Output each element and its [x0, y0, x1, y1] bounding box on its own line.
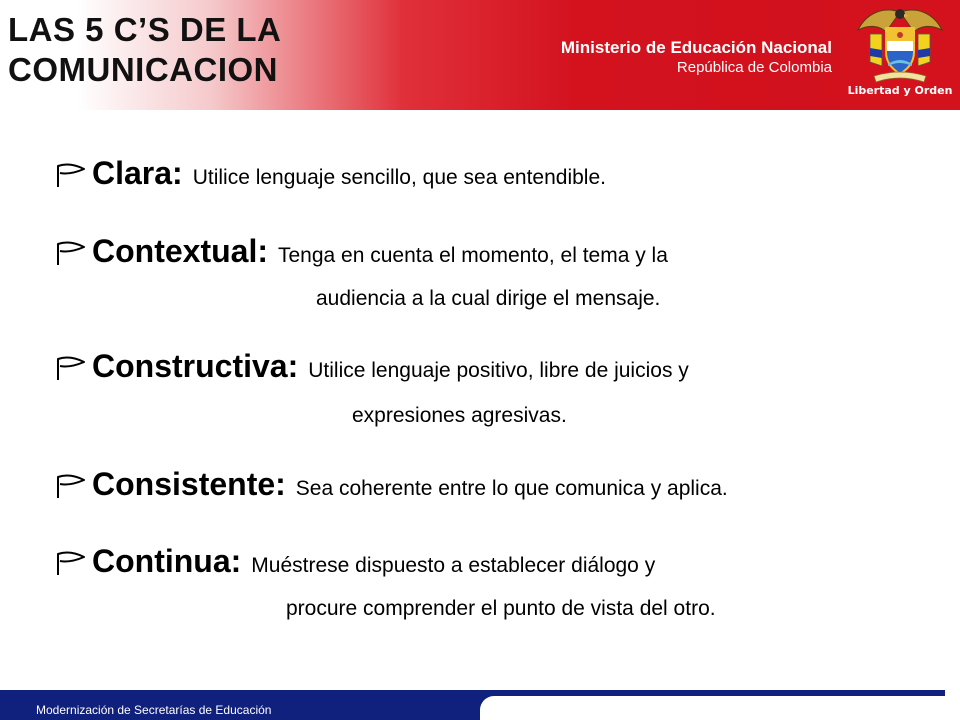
item-description: Utilice lenguaje sencillo, que sea entendible. — [192, 166, 606, 189]
flag-bullet-icon — [56, 474, 86, 500]
flag-bullet-icon — [56, 163, 86, 189]
colombia-coat-of-arms-icon — [852, 4, 948, 84]
item-description-continuation: expresiones agresivas. — [352, 404, 567, 427]
item-term: Contextual: — [92, 233, 268, 269]
item-term: Clara: — [92, 155, 183, 191]
crest-logo — [840, 0, 960, 110]
flag-bullet-icon — [56, 551, 86, 577]
item-description-continuation: procure comprender el punto de vista del otro. — [286, 597, 716, 620]
slide-title-line1: LAS 5 C’S DE LA — [8, 11, 282, 48]
item-description: Sea coherente entre lo que comunica y aplica. — [295, 477, 728, 500]
footer-text: Modernización de Secretarías de Educación — [36, 703, 272, 717]
header-band — [0, 0, 960, 110]
item-term: Consistente: — [92, 466, 286, 502]
footer-decoration — [480, 696, 945, 720]
item-description: Tenga en cuenta el momento, el tema y la — [278, 244, 668, 267]
item-term: Continua: — [92, 543, 242, 579]
crest-motto: Libertad y Orden — [847, 84, 953, 97]
footer — [0, 682, 960, 720]
ministry-name: Ministerio de Educación Nacional — [560, 38, 832, 57]
slide-title-line2: COMUNICACION — [8, 51, 278, 88]
item-description-continuation: audiencia a la cual dirige el mensaje. — [316, 287, 661, 310]
flag-bullet-icon — [56, 241, 86, 267]
republic-name: República de Colombia — [676, 59, 832, 76]
item-description: Muéstrese dispuesto a establecer diálogo y — [251, 554, 656, 577]
item-description: Utilice lenguaje positivo, libre de juicios y — [308, 359, 689, 382]
flag-bullet-icon — [56, 356, 86, 382]
slide-title — [8, 10, 281, 90]
ministry-block — [561, 38, 832, 78]
item-term: Constructiva: — [92, 348, 299, 384]
